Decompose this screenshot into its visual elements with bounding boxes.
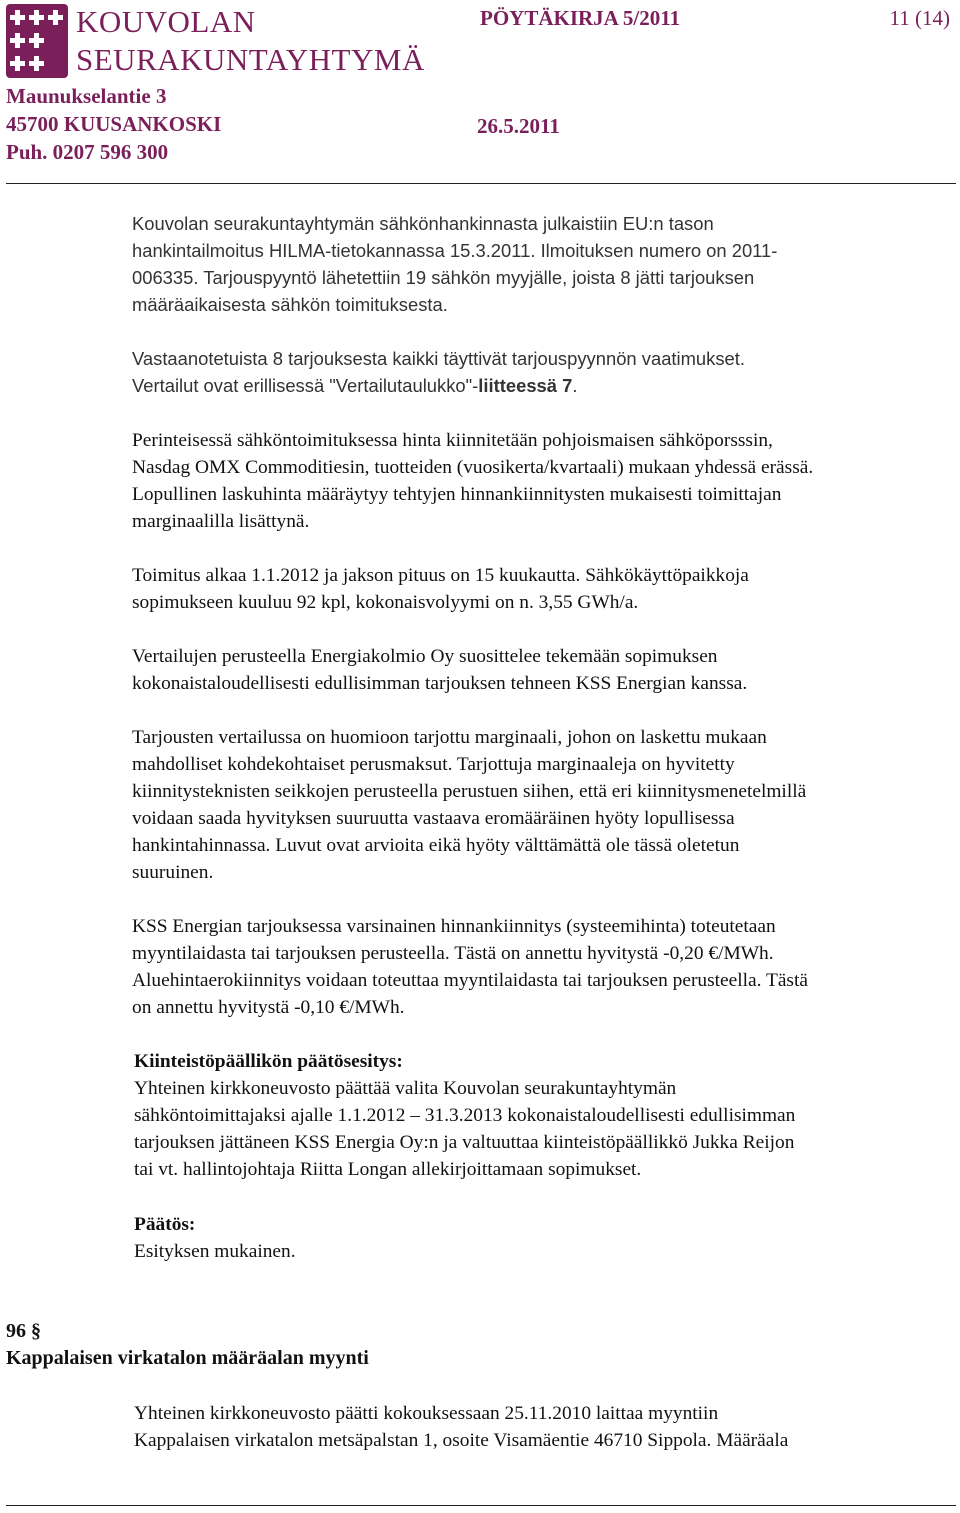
paragraph-kss-offer [132,913,958,1021]
text-line: tai vt. hallintojohtaja Riitta Longan allekirjoittamaan sopimukset. [134,1159,642,1180]
text-line: kiinnitysteknisten seikkojen perusteella perustuen siihen, että eri kiinnitysmenetelmillä [132,781,807,802]
text-line: Tarjousten vertailussa on huomioon tarjottu marginaali, johon on laskettu mukaan [132,727,767,748]
attachment-reference: liitteessä 7 [478,375,573,396]
text-line: mahdolliset kohdekohtaiset perusmaksut. Tarjottuja marginaaleja on hyvitetty [132,754,735,775]
text-line: Kouvolan seurakuntayhtymän sähkönhankinnasta julkaistiin EU:n tason [132,213,714,234]
text-line: Perinteisessä sähköntoimituksessa hinta kiinnitetään pohjoismaisen sähköporsssin, [132,430,773,451]
paragraph-announcement [132,210,958,318]
text-line: Aluehintaerokiinnitys voidaan toteuttaa myyntilaidasta tai tarjouksen perusteella. Tästä [132,970,808,991]
paragraph-pricing [132,427,958,535]
paragraph-comparison [132,724,958,886]
decision-block [134,1211,960,1265]
page-number: 11 (14) [889,6,950,30]
section-title: Kappalaisen virkatalon määräalan myynti [6,1347,369,1369]
section-number: 96 § [6,1320,41,1342]
text-line: Nasdag OMX Commoditiesin, tuotteiden (vuosikerta/kvartaali) mukaan yhdessä erässä. [132,457,814,478]
address-street: Maunukselantie 3 [6,84,167,108]
text-line: määräaikaisesta sähkön toimituksesta. [132,294,448,315]
paragraph-offers [132,345,958,399]
text-line: myyntilaidasta tai tarjouksen perusteella. Tästä on annettu hyvitystä -0,20 €/MWh. [132,943,774,964]
proposal-heading: Kiinteistöpäällikön päätösesitys: [134,1051,403,1072]
text-line [132,372,958,399]
text-line: KSS Energian tarjouksessa varsinainen hinnankiinnitys (systeemihinta) toteutetaan [132,916,776,937]
text-line: suuruinen. [132,862,214,883]
text-line: sähköntoimittajaksi ajalle 1.1.2012 – 31.3.2013 kokonaistaloudellisesti edullisimman [134,1105,796,1126]
text-line: kokonaistaloudellisesti edullisimman tarjouksen tehneen KSS Energian kanssa. [132,673,748,694]
text-line: tarjouksen jättäneen KSS Energia Oy:n ja valtuuttaa kiinteistöpäällikkö Jukka Reijon [134,1132,795,1153]
decision-heading: Päätös: [134,1214,196,1235]
text-fragment: Vertailut ovat erillisessä "Vertailutaulukko"- [132,375,479,396]
text-line: Lopullinen laskuhinta määräytyy tehtyjen hinnankiinnitysten mukaisesti toimittajan [132,484,782,505]
text-line: hankintahinnassa. Luvut ovat arvioita eikä hyöty välttämättä ole tässä oletetun [132,835,740,856]
paragraph-delivery [132,562,958,616]
address-postal: 45700 KUUSANKOSKI [6,112,222,136]
text-line: Vertailujen perusteella Energiakolmio Oy suosittelee tekemään sopimuksen [132,646,718,667]
paragraph-section96 [134,1400,960,1454]
footer-divider [6,1505,956,1506]
proposal-block [134,1048,960,1183]
document-title: PÖYTÄKIRJA 5/2011 [480,6,681,30]
address-phone: Puh. 0207 596 300 [6,140,169,164]
text-fragment: . [572,375,578,396]
document-date: 26.5.2011 [477,114,560,138]
text-line: hankintailmoitus HILMA-tietokannassa 15.3.2011. Ilmoituksen numero on 2011- [132,240,778,261]
text-line: voidaan saada hyvityksen suuruutta vastaava eromääräinen hyöty lopullisessa [132,808,735,829]
text-line: on annettu hyvitystä -0,10 €/MWh. [132,997,405,1018]
text-line: sopimukseen kuuluu 92 kpl, kokonaisvolyymi on n. 3,55 GWh/a. [132,592,639,613]
text-line: marginaalilla lisättynä. [132,511,310,532]
text-line: Toimitus alkaa 1.1.2012 ja jakson pituus on 15 kuukautta. Sähkökäyttöpaikkoja [132,565,749,586]
paragraph-recommendation [132,643,958,697]
text-line: Kappalaisen virkatalon metsäpalstan 1, osoite Visamäentie 46710 Sippola. Määräala [134,1430,789,1451]
text-line: Yhteinen kirkkoneuvosto päätti kokouksessaan 25.11.2010 laittaa myyntiin [134,1403,719,1424]
text-line: Vastaanotetuista 8 tarjouksesta kaikki täyttivät tarjouspyynnön vaatimukset. [132,348,745,369]
logo-crosses-icon [6,4,68,78]
header-divider [6,183,956,184]
org-name-line2: SEURAKUNTAYHTYMÄ [76,42,425,77]
decision-text: Esityksen mukainen. [134,1241,296,1262]
org-name-line1: KOUVOLAN [76,4,256,39]
text-line: Yhteinen kirkkoneuvosto päättää valita Kouvolan seurakuntayhtymän [134,1078,677,1099]
text-line: 006335. Tarjouspyyntö lähetettiin 19 sähkön myyjälle, joista 8 jätti tarjouksen [132,267,755,288]
